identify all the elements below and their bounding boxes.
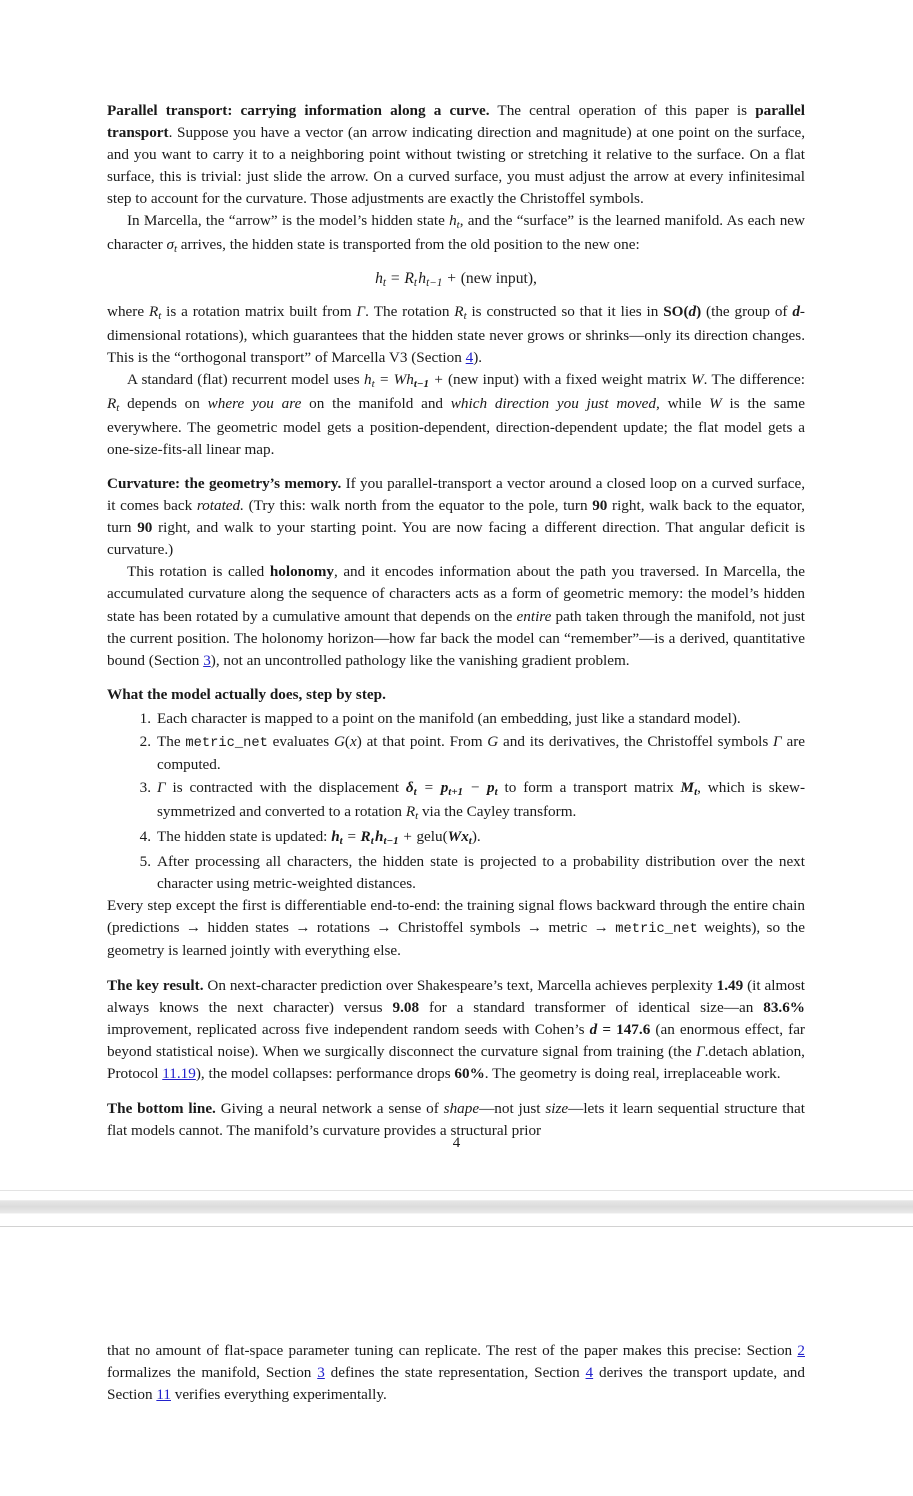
arrow-icon: → bbox=[295, 918, 311, 936]
text: weights), so the geometry is learned jointly with everything else. bbox=[107, 918, 805, 959]
arrow-icon: → bbox=[526, 918, 543, 936]
text: derives the transport update, and Section bbox=[107, 1364, 805, 1404]
math-symbol: R bbox=[360, 827, 371, 845]
text: at that point. From bbox=[361, 733, 488, 751]
emph-which-direction: which direction you just moved, bbox=[450, 394, 660, 412]
list-item-step-4 bbox=[107, 826, 805, 850]
math-symbol: G bbox=[333, 733, 345, 751]
math-W-3: W bbox=[709, 394, 722, 412]
math-delta bbox=[405, 779, 417, 799]
math-gamma: Γ bbox=[773, 733, 782, 751]
text: depends on bbox=[119, 394, 208, 412]
math-R bbox=[361, 828, 374, 845]
page-number: 4 bbox=[452, 1135, 461, 1151]
math-symbol: h bbox=[406, 371, 414, 389]
equation-rotation bbox=[404, 270, 417, 287]
text: while bbox=[659, 394, 710, 412]
math-subscript: t bbox=[158, 310, 162, 323]
code-metric-net: metric_net bbox=[615, 921, 698, 937]
text: improvement, replicated across five independent random seeds with Cohen’s bbox=[107, 1020, 590, 1038]
math-symbol: h bbox=[418, 269, 427, 287]
text: On next-character prediction over Shakespeare’s text, Marcella achieves perplexity bbox=[203, 976, 717, 994]
math-symbol: R bbox=[405, 803, 416, 821]
text: Christoffel symbols bbox=[391, 918, 527, 936]
text: If you parallel-transport a vector around a closed loop on a curved surface, it comes back bbox=[107, 475, 805, 515]
equation-plus: + bbox=[442, 269, 461, 287]
page-number-footer bbox=[0, 1135, 913, 1152]
text: right, walk back to the equator, turn bbox=[107, 497, 805, 537]
value-perplexity-transformer: 9.08 bbox=[392, 998, 420, 1016]
paragraph-flat-model-comparison bbox=[107, 369, 805, 461]
text: verifies everything experimentally. bbox=[170, 1386, 387, 1404]
math-M bbox=[680, 779, 698, 799]
value-perplexity-marcella: 1.49 bbox=[716, 976, 744, 994]
text: are computed. bbox=[157, 733, 805, 774]
text: A standard (flat) recurrent model uses bbox=[127, 371, 364, 389]
paragraph-holonomy bbox=[107, 561, 805, 671]
math-cohens-d: d bbox=[589, 1020, 598, 1038]
text: evaluates bbox=[267, 733, 334, 751]
math-symbol: δ bbox=[405, 779, 414, 797]
math-subscript: t bbox=[382, 276, 386, 289]
paragraph-continuation bbox=[107, 1340, 805, 1406]
text: . Suppose you have a vector (an arrow indicating direction and magnitude) at one point on the surface, and you want to carry it to a neighboring point without twisting or stretching it relative to the surface. On a flat surface, this is trivial: just slide the arrow. On a curved surface, you must adjust the arrow at every infinitesimal step to account for the curvature. Those adjustments are exactly the Christoffel symbols. bbox=[107, 124, 805, 208]
math-gamma: Γ bbox=[157, 779, 166, 797]
text: ). bbox=[471, 827, 481, 845]
text: path taken through the manifold, not just the current position. The holonomy horizon—how far back the model can “remember”—is a derived, quantitative bound (Section bbox=[107, 607, 805, 669]
math-symbol: M bbox=[680, 779, 695, 797]
math-symbol: h bbox=[449, 212, 457, 230]
equation-hprev bbox=[417, 270, 442, 287]
text: is a rotation matrix built from bbox=[161, 303, 357, 321]
text: Each character is mapped to a point on the manifold (an embedding, just like a standard model). bbox=[157, 710, 741, 728]
text: —not just bbox=[479, 1100, 546, 1118]
math-x: x bbox=[349, 733, 357, 751]
math-SO-group bbox=[663, 303, 701, 320]
text: defines the state representation, Section bbox=[324, 1364, 586, 1382]
math-symbol: x bbox=[461, 827, 469, 845]
math-h-prev bbox=[374, 828, 399, 845]
math-p-next bbox=[440, 779, 464, 799]
math-equals: = bbox=[342, 827, 361, 845]
math-h-prev bbox=[406, 371, 429, 388]
arrow-icon: → bbox=[376, 918, 392, 936]
value-improvement-percent: 83.6% bbox=[763, 998, 805, 1016]
text: is constructed so that it lies in bbox=[466, 303, 664, 321]
text: , which is skew-symmetrized and converted to a rotation bbox=[157, 779, 806, 821]
emph-shape: shape bbox=[443, 1100, 480, 1118]
value-performance-drop: 60% bbox=[454, 1064, 485, 1082]
math-d: d bbox=[688, 303, 697, 321]
math-subscript: t bbox=[463, 310, 467, 323]
emph-where-you-are: where you are bbox=[207, 394, 302, 412]
text: arrives, the hidden state is transported from the old position to the new one: bbox=[176, 236, 640, 254]
runin-heading-bottom-line: The bottom line. bbox=[107, 1100, 216, 1118]
emph-rotated: rotated. bbox=[196, 497, 244, 515]
arrow-icon: → bbox=[185, 918, 202, 936]
math-d-dimension: d bbox=[792, 303, 800, 321]
equation-new-input: (new input), bbox=[460, 269, 537, 287]
text: The bbox=[157, 733, 186, 751]
list-item-step-1 bbox=[107, 708, 805, 730]
section-link-11[interactable]: 11 bbox=[156, 1386, 171, 1404]
text: formalizes the manifold, Section bbox=[107, 1364, 318, 1382]
text: The central operation of this paper is bbox=[489, 102, 756, 119]
text: via the Cayley transform. bbox=[418, 803, 577, 821]
math-x bbox=[461, 828, 472, 845]
heading-text: What the model actually does, step by step. bbox=[107, 686, 386, 704]
text: is the same everywhere. The geometric model gets a position-dependent, direction-dependent update; the flat model gets a one-size-fits-all linear map. bbox=[107, 394, 805, 458]
paragraph-where-rotation bbox=[107, 301, 805, 369]
text: , and the “surface” is the learned manifold. As each new character bbox=[107, 212, 805, 254]
math-h bbox=[331, 828, 343, 845]
section-link-4[interactable]: 4 bbox=[465, 349, 474, 367]
protocol-link-11-19[interactable]: 11.19 bbox=[162, 1064, 196, 1082]
value-cohens-d: 147.6 bbox=[616, 1020, 651, 1038]
text: Every step except the first is differentiable end-to-end: the training signal flows backward through the entire chain (predictions bbox=[107, 896, 805, 936]
runin-heading-curvature: Curvature: the geometry’s memory. bbox=[107, 475, 342, 493]
section-link-4[interactable]: 4 bbox=[585, 1364, 594, 1382]
text: In Marcella, the “arrow” is the model’s hidden state bbox=[127, 212, 450, 230]
text: ), not an uncontrolled pathology like the vanishing gradient problem. bbox=[210, 651, 630, 669]
math-equals: = bbox=[374, 371, 394, 389]
math-symbol: p bbox=[487, 779, 495, 797]
math-subscript: t bbox=[370, 834, 374, 847]
text: metric bbox=[542, 918, 594, 936]
text: right, and walk to your starting point. You are now facing a different direction. That angular deficit is curvature.) bbox=[107, 519, 805, 559]
section-link-3[interactable]: 3 bbox=[203, 651, 211, 669]
text: rotations bbox=[310, 918, 377, 936]
math-subscript: t bbox=[116, 401, 120, 414]
math-h bbox=[364, 371, 375, 388]
paragraph-marcella-arrow bbox=[107, 210, 805, 257]
bold-parallel-transport: parallel transport bbox=[107, 102, 805, 142]
math-W-2: W bbox=[691, 371, 704, 389]
text-column bbox=[107, 1340, 805, 1406]
bold-holonomy: holonomy bbox=[269, 563, 334, 581]
math-h bbox=[449, 212, 460, 232]
math-paren-open: ( bbox=[344, 733, 350, 751]
text: to form a transport matrix bbox=[497, 779, 681, 797]
text: is contracted with the displacement bbox=[165, 779, 406, 797]
math-R bbox=[406, 803, 418, 820]
math-subscript: t bbox=[494, 786, 498, 799]
math-symbol: σ bbox=[166, 236, 174, 254]
math-subscript: t+1 bbox=[448, 786, 464, 799]
text: where bbox=[107, 303, 149, 321]
math-gelu: gelu( bbox=[416, 827, 448, 845]
math-gamma: Γ bbox=[356, 303, 366, 321]
section-link-3[interactable]: 3 bbox=[317, 1364, 325, 1382]
text: After processing all characters, the hidden state is projected to a probability distribution over the next character using metric-weighted distances. bbox=[157, 852, 805, 892]
math-R-2 bbox=[454, 303, 467, 323]
text: , and it encodes information about the path you traversed. In Marcella, the accumulated curvature along the sequence of characters acts as a form of geometric memory: the model’s hidden state has been rotated by a cumulative amount that depends on the bbox=[107, 563, 805, 625]
text-column bbox=[107, 100, 805, 1142]
text: ). bbox=[473, 349, 483, 367]
text: and its derivatives, the Christoffel symbols bbox=[498, 733, 774, 751]
text: (Try this: walk north from the equator to the pole, turn bbox=[243, 497, 593, 515]
math-subscript: t bbox=[413, 276, 417, 289]
text: (the group of bbox=[701, 303, 793, 321]
math-W: W bbox=[393, 371, 407, 389]
math-G: G bbox=[487, 733, 499, 751]
paragraph-key-result bbox=[107, 975, 805, 1085]
math-equals: = bbox=[416, 779, 441, 797]
math-subscript: t−1 bbox=[413, 377, 429, 390]
math-symbol: h bbox=[363, 371, 372, 389]
paragraph-curvature bbox=[107, 473, 805, 561]
math-subscript: t bbox=[173, 242, 177, 255]
list-item-step-5 bbox=[107, 851, 805, 895]
value-degrees-1: 90 bbox=[592, 497, 608, 515]
math-subscript: t bbox=[371, 377, 375, 390]
math-plus: + bbox=[428, 371, 448, 389]
emph-entire: entire bbox=[516, 607, 552, 625]
math-symbol: R bbox=[107, 394, 117, 412]
text: The hidden state is updated: bbox=[157, 827, 332, 845]
value-degrees-2: 90 bbox=[137, 519, 153, 537]
text: (new input) with a fixed weight matrix bbox=[447, 371, 692, 389]
math-minus: − bbox=[463, 779, 488, 797]
emph-size: size bbox=[545, 1100, 569, 1118]
steps-list bbox=[107, 708, 805, 894]
math-paren-close: ) bbox=[356, 733, 362, 751]
arrow-icon: → bbox=[593, 918, 609, 936]
math-symbol: p bbox=[440, 779, 449, 797]
math-plus: + bbox=[398, 827, 417, 845]
text: (it almost always knows the next character) versus bbox=[107, 976, 805, 1016]
math-subscript: t bbox=[413, 786, 417, 799]
text: for a standard transformer of identical size—an bbox=[419, 998, 764, 1016]
code-metric-net: metric_net bbox=[185, 736, 268, 752]
text: This rotation is called bbox=[127, 563, 270, 581]
runin-heading-parallel-transport: Parallel transport: carrying information along a curve. bbox=[107, 102, 490, 119]
math-sigma bbox=[166, 236, 177, 253]
text: —lets it learn sequential structure that flat models cannot. The manifold’s curvature provides a structural prior bbox=[107, 1100, 805, 1140]
text: . The difference: bbox=[703, 371, 806, 389]
math-symbol: R bbox=[148, 303, 159, 321]
heading-what-the-model-does bbox=[107, 684, 805, 706]
text: -dimensional rotations), which guarantees that the hidden state never grows or shrinks—only its direction changes. This is the “orthogonal transport” of Marcella V3 (Section bbox=[107, 303, 805, 367]
math-subscript: t bbox=[694, 786, 698, 799]
runin-heading-key-result: The key result. bbox=[107, 976, 204, 994]
math-gamma: Γ bbox=[695, 1042, 705, 1060]
paragraph-parallel-transport bbox=[107, 100, 805, 210]
math-subscript: t bbox=[456, 219, 460, 232]
math-symbol: R bbox=[404, 269, 414, 287]
math-G-of-x bbox=[334, 733, 362, 750]
text: . The geometry is doing real, irreplaceable work. bbox=[484, 1064, 781, 1082]
math-R bbox=[107, 395, 119, 412]
math-p-current bbox=[487, 779, 498, 799]
math-symbol: h bbox=[375, 269, 383, 287]
math-subscript: t bbox=[468, 834, 472, 847]
equation-equals: = bbox=[385, 269, 405, 287]
text: . The rotation bbox=[365, 303, 455, 321]
math-subscript: t−1 bbox=[383, 834, 399, 847]
text: Giving a neural network a sense of bbox=[215, 1100, 444, 1118]
paragraph-differentiable-chain bbox=[107, 895, 805, 962]
equation-lhs bbox=[375, 270, 386, 287]
list-item-step-3 bbox=[107, 777, 805, 824]
page-break-separator bbox=[0, 1190, 913, 1227]
list-item-step-2 bbox=[107, 731, 805, 776]
math-symbol: h bbox=[375, 827, 384, 845]
page-sheet-5 bbox=[0, 1227, 913, 1433]
text: (an enormous effect, far beyond statistical noise). When we surgically disconnect the curvature signal from training (the bbox=[107, 1020, 805, 1060]
section-link-2[interactable]: 2 bbox=[797, 1342, 805, 1359]
text: ), the model collapses: performance drops bbox=[195, 1064, 455, 1082]
text: on the manifold and bbox=[301, 394, 451, 412]
text: SO( bbox=[663, 303, 689, 321]
math-symbol: h bbox=[331, 827, 340, 845]
math-subscript: t−1 bbox=[426, 276, 443, 289]
math-W: W bbox=[447, 827, 462, 845]
math-symbol: R bbox=[454, 303, 464, 321]
display-equation-hidden-state-update bbox=[107, 269, 805, 291]
text: ) bbox=[696, 303, 702, 321]
math-equals: = bbox=[597, 1020, 617, 1038]
math-subscript: t bbox=[415, 809, 419, 822]
text: .detach ablation, Protocol bbox=[107, 1042, 805, 1082]
math-R bbox=[148, 303, 162, 323]
text: hidden states bbox=[201, 918, 296, 936]
text: that no amount of flat-space parameter tuning can replicate. The rest of the paper makes this precise: Section bbox=[107, 1342, 798, 1359]
math-subscript: t bbox=[339, 834, 343, 847]
